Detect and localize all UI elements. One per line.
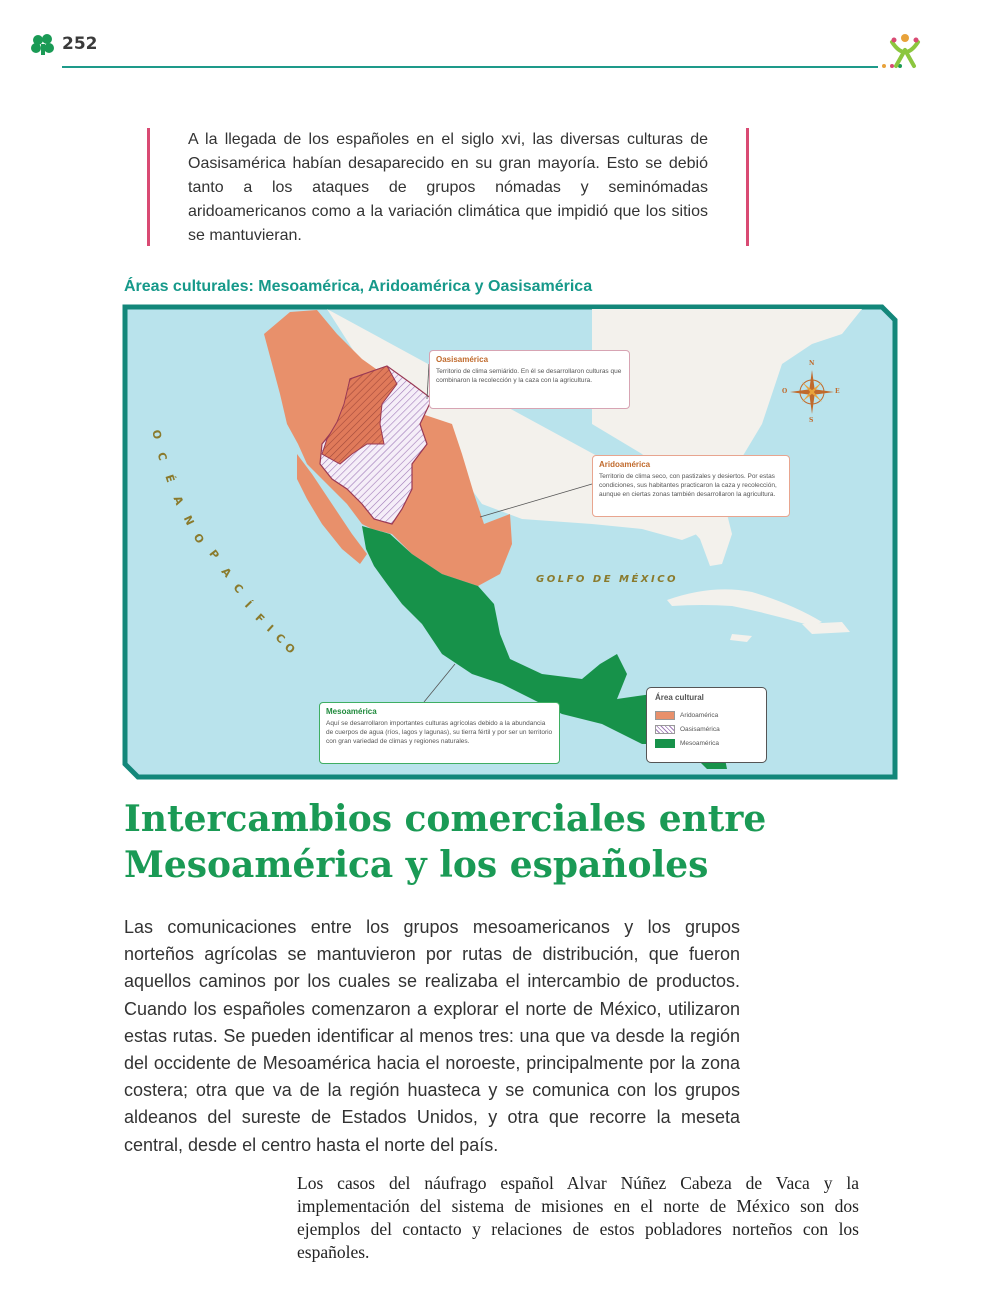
compass-o: O	[782, 388, 788, 395]
callout-oasisamerica-title: Oasisamérica	[436, 355, 489, 364]
intro-paragraph: A la llegada de los españoles en el siglo xvi, las diversas culturas de Oasisamérica habían desaparecido en su gran mayoría. Esto se debió tanto a los ataques de grupos nómadas y seminómadas aridoamericanos como a la variación climática que impidió que los sitios se mantuvieran.	[188, 131, 708, 244]
callout-oasisamerica-text: Territorio de clima semiárido. En él se desarrollaron culturas que combinaron la recolección y la caza con la agricultura.	[436, 368, 622, 384]
oasisamerica-swatch	[655, 725, 675, 734]
page-header	[0, 0, 986, 70]
compass-rose-icon	[780, 360, 844, 424]
map-title: Áreas culturales: Mesoamérica, Aridoamérica y Oasisamérica	[124, 278, 593, 295]
mesoamerica-swatch	[655, 739, 675, 748]
section-title: Intercambios comerciales entre Mesoamérica y los españoles	[124, 798, 767, 886]
aridoamerica-swatch	[655, 711, 675, 720]
legend-label: Aridoamérica	[680, 711, 719, 719]
legend-item-mesoamerica	[655, 736, 758, 750]
quote-bar-right	[746, 128, 749, 246]
compass-n: N	[809, 360, 815, 367]
legend-item-aridoamerica	[655, 708, 758, 722]
callout-aridoamerica-text: Territorio de clima seco, con pastizales y desiertos. Por estas condiciones, sus habitantes practicaron la caza y recolección, aunque en ciertas zonas también desarrollaron la agricultura.	[599, 473, 777, 498]
legend-title: Área cultural	[655, 693, 704, 702]
legend-item-oasisamerica	[655, 722, 758, 736]
page-number: 252	[62, 34, 98, 54]
gulf-label: GOLFO DE MÉXICO	[536, 574, 679, 585]
callout-mesoamerica-text: Aquí se desarrollaron importantes culturas agrícolas debido a la abundancia de cuerpos de agua (ríos, lagos y lagunas), su tierra fértil y por ser un territorio con gran variedad de climas y regiones naturales.	[326, 720, 553, 745]
intro-quote-box	[147, 128, 749, 246]
note-paragraph: Los casos del náufrago español Alvar Núñez Cabeza de Vaca y la implementación del sistema de misiones en el norte de México son dos ejemplos del contacto y relaciones de estos pobladores norteños con los españoles.	[297, 1173, 859, 1262]
legend-label: Oasisamérica	[680, 725, 720, 733]
compass-e: E	[835, 388, 840, 395]
body-paragraph: Las comunicaciones entre los grupos mesoamericanos y los grupos norteños agrícolas se mantuvieron por rutas de distribución, que fueron aquellos caminos por los cuales se realizaba el intercambio de productos. Cuando los españoles comenzaron a explorar el norte de México, utilizaron estas rutas. Se pueden identificar al menos tres: una que va desde la región del occidente de Mesoamérica hacia el noroeste, principalmente por la zona costera; otra que va de la región huasteca y se comunica con los grupos aldeanos del sureste de Estados Unidos, y otra que recorre la meseta central, desde el centro hasta el norte del país.	[124, 917, 740, 1155]
compass-s: S	[809, 417, 814, 424]
callout-mesoamerica	[319, 702, 560, 764]
quote-bar-left	[147, 128, 150, 246]
callout-aridoamerica-title: Aridoamérica	[599, 460, 651, 469]
leaf-logo-icon	[30, 32, 56, 56]
callout-oasisamerica	[429, 350, 630, 409]
header-divider	[62, 66, 878, 68]
callout-mesoamerica-title: Mesoamérica	[326, 707, 377, 716]
legend-label: Mesoamérica	[680, 739, 720, 747]
person-figure-icon	[886, 32, 924, 70]
callout-aridoamerica	[592, 455, 790, 517]
map-legend	[646, 687, 767, 763]
